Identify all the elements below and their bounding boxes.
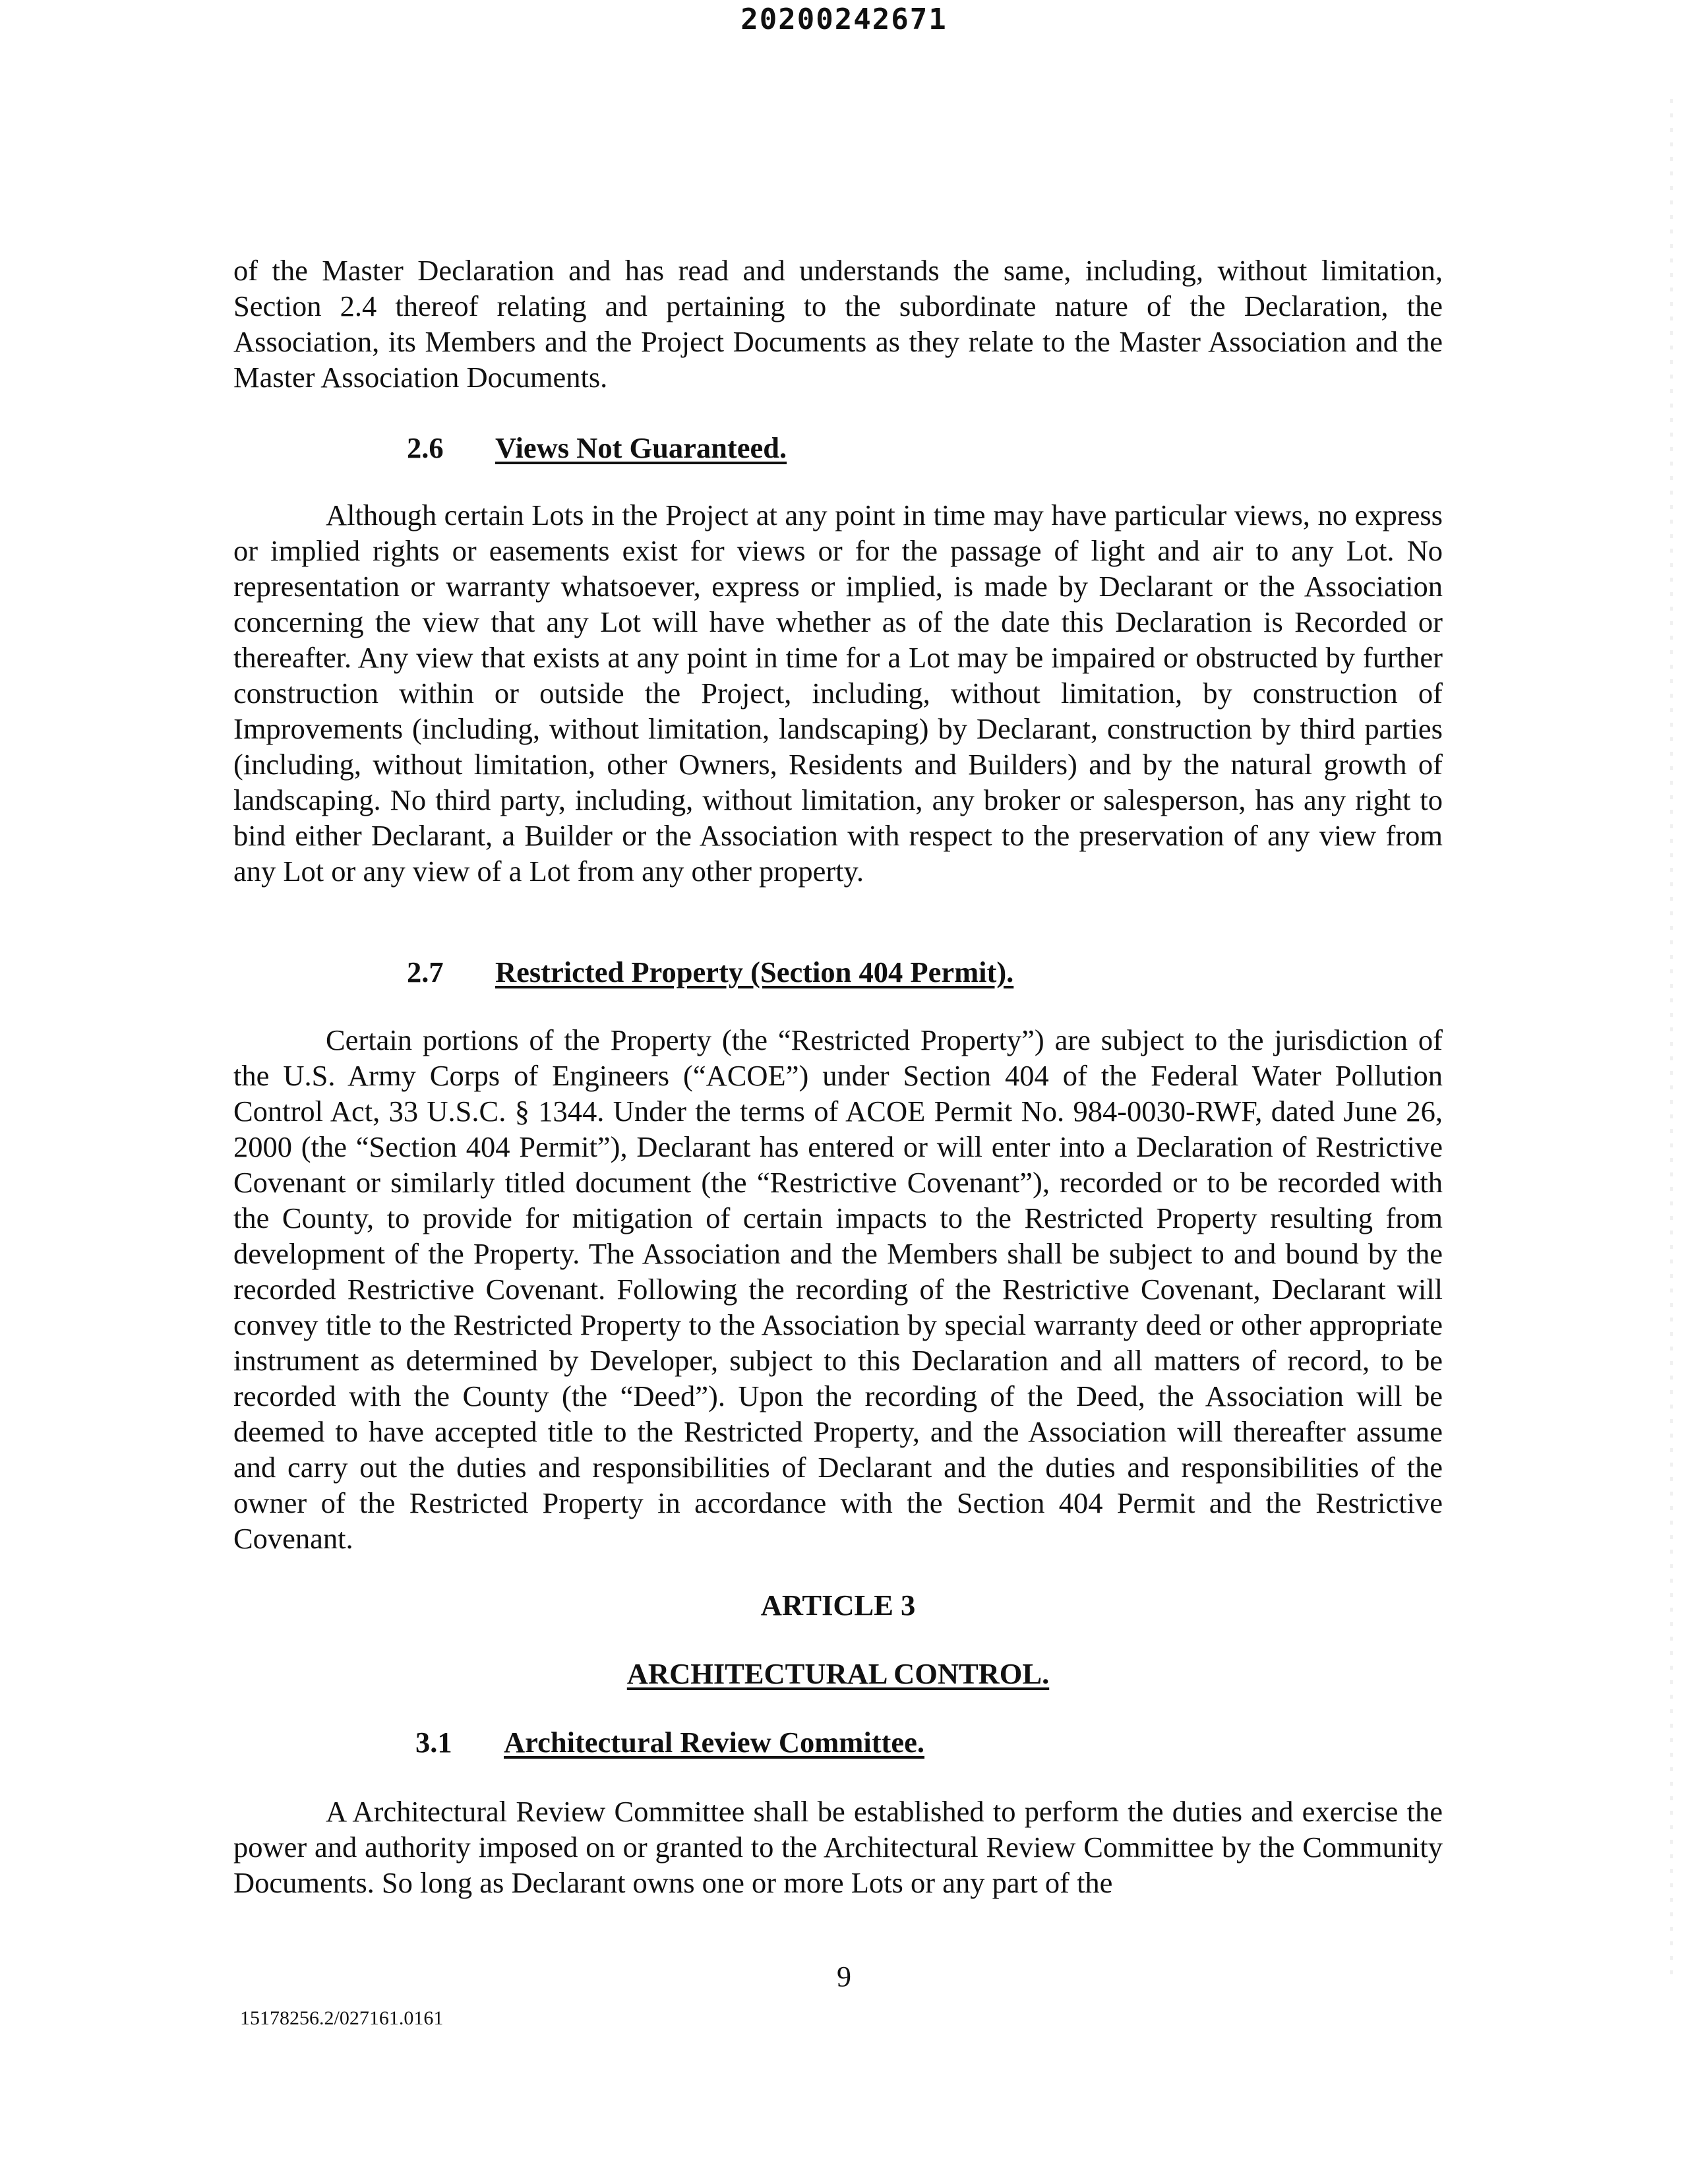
section-2-6-number: 2.6 <box>407 431 444 464</box>
intro-paragraph: of the Master Declaration and has read and understands the same, including, without limitation, Section 2.4 thereof relating and pertaining to the subordinate nature of the Declaration, the Association, its Members and the Project Documents as they relate to the Master Association and the Master Association Documents. <box>233 254 1443 394</box>
section-2-6-heading <box>407 431 787 465</box>
article-title-text: ARCHITECTURAL CONTROL. <box>626 1657 1050 1690</box>
intro-paragraph-block <box>233 253 1443 395</box>
section-2-7-text: Certain portions of the Property (the “Restricted Property”) are subject to the jurisdiction of the U.S. Army Corps of Engineers (“ACOE”) under Section 404 of the Federal Water Pollution Control Act, 33 U.S.C. § 1344. Under the terms of ACOE Permit No. 984-0030-RWF, dated June 26, 2000 (the “Section 404 Permit”), Declarant has entered or will enter into a Declaration of Restrictive Covenant or similarly titled document (the “Restrictive Covenant”), recorded or to be recorded with the County, to provide for mitigation of certain impacts to the Restricted Property resulting from development of the Property. The Association and the Members shall be subject to and bound by the recorded Restrictive Covenant. Following the recording of the Restrictive Covenant, Declarant will convey title to the Restricted Property to the Association by special warranty deed or other appropriate instrument as determined by Developer, subject to this Declaration and all matters of record, to be recorded with the County (the “Deed”). Upon the recording of the Deed, the Association will be deemed to have accepted title to the Restricted Property, and the Association will thereafter assume and carry out the duties and responsibilities of Declarant and the duties and responsibilities of the owner of the Restricted Property in accordance with the Section 404 Permit and the Restrictive Covenant. <box>233 1023 1443 1555</box>
section-2-7-heading <box>407 955 1013 989</box>
article-title <box>233 1656 1443 1691</box>
section-2-6-body <box>233 497 1443 889</box>
scan-edge-artifact <box>1670 99 1673 1978</box>
section-3-1-number: 3.1 <box>415 1726 452 1759</box>
section-3-1-text: A Architectural Review Committee shall be established to perform the duties and exercise the power and authority imposed on or granted to the Architectural Review Committee by the Community Documents. So long as Declarant owns one or more Lots or any part of the <box>233 1795 1443 1899</box>
section-2-7-number: 2.7 <box>407 956 444 988</box>
page-number: 9 <box>837 1960 851 1993</box>
section-3-1-body <box>233 1794 1443 1900</box>
section-2-7-body <box>233 1022 1443 1556</box>
section-3-1-title: Architectural Review Committee. <box>504 1726 924 1759</box>
section-3-1-heading <box>415 1725 924 1759</box>
section-2-6-text: Although certain Lots in the Project at any point in time may have particular views, no express or implied rights or easements exist for views or for the passage of light and air to any Lot. No representation or warranty whatsoever, express or implied, is made by Declarant or the Association concerning the view that any Lot will have whether as of the date this Declaration is Recorded or thereafter. Any view that exists at any point in time for a Lot may be impaired or obstructed by further construction within or outside the Project, including, without limitation, by construction of Improvements (including, without limitation, landscaping) by Declarant, construction by third parties (including, without limitation, other Owners, Residents and Builders) and by the natural growth of landscaping. No third party, including, without limitation, any broker or salesperson, has any right to bind either Declarant, a Builder or the Association with respect to the preservation of any view from any Lot or any view of a Lot from any other property. <box>233 499 1443 888</box>
article-label: ARTICLE 3 <box>760 1589 916 1622</box>
section-2-7-title: Restricted Property (Section 404 Permit). <box>495 956 1014 988</box>
footer-document-id: 15178256.2/027161.0161 <box>240 2007 444 2029</box>
document-number: 20200242671 <box>740 3 948 36</box>
section-2-6-title: Views Not Guaranteed. <box>495 431 787 464</box>
